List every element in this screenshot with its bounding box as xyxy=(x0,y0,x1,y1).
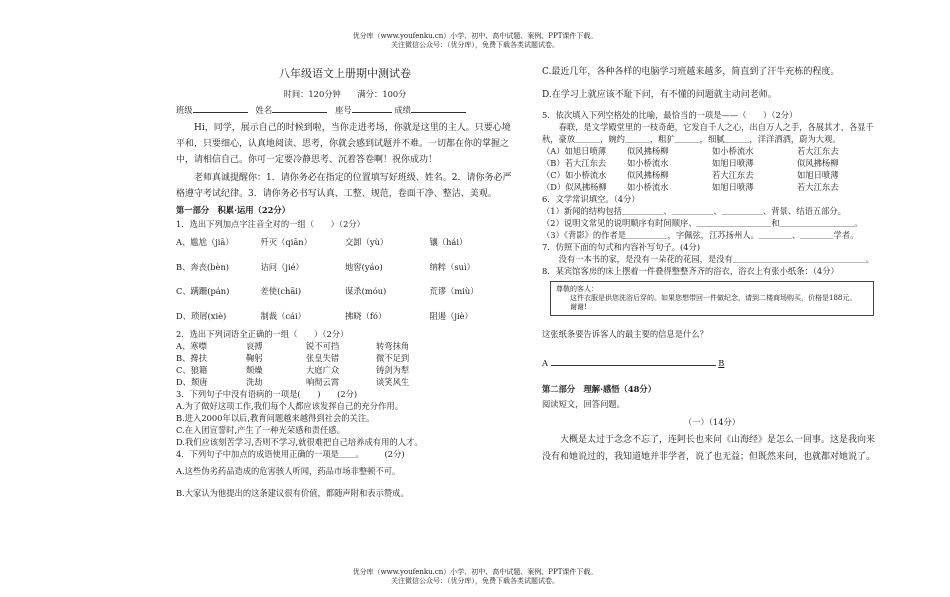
q2-b-1: B、搀扶 xyxy=(176,353,207,363)
q5-d-4: 若大江东去 xyxy=(797,182,839,192)
field-score-blank[interactable] xyxy=(411,103,466,113)
q5-c-1: （C）如小桥流水 xyxy=(542,170,607,180)
q1-row xyxy=(176,279,514,304)
q5-row xyxy=(542,169,882,181)
q2-c-1: C、狼籍 xyxy=(176,365,208,375)
field-seat: 座号 xyxy=(335,105,352,115)
q2-row xyxy=(176,364,514,376)
q1-a-3: 交卸（yù） xyxy=(345,237,389,247)
q2-a-1: A、寒噤 xyxy=(176,341,207,351)
q5-d-1: （D）似风拂杨柳 xyxy=(542,182,607,192)
q5-row xyxy=(542,181,882,193)
student-fields xyxy=(176,103,514,116)
question-7: 7．仿照下面的句式和内容补写句子。(4分) xyxy=(542,242,701,252)
q1-d-1: D、琐屑(xiè) xyxy=(176,310,227,321)
q1-a-4: 镶（hái） xyxy=(429,237,468,247)
question-5: 5．依次填入下列空格处的比喻，最恰当的一项是——（ ）（2分） xyxy=(542,110,798,120)
q3-option-b: B.进入2000年以后,教育问题越来越得到社会的关注。 xyxy=(176,413,375,423)
q5-b-3: 如旭日喷薄 xyxy=(712,158,754,168)
q1-b-1: B、奔丧(bèn) xyxy=(176,261,230,272)
q6-line-1: （1）新闻的结构包括＿＿＿＿＿、＿＿＿＿＿、＿＿＿＿＿、背景、结语五部分。 xyxy=(542,206,846,216)
q5-a-2: 似风拂杨柳 xyxy=(627,146,669,156)
field-score: 成绩 xyxy=(394,105,411,115)
q1-row xyxy=(176,304,514,329)
header-line-1: 优分库（www.youfenku.cn）小学、初中、高中试题、案例、PPT课件下载。 xyxy=(352,32,598,40)
q2-d-1: D、颓唐 xyxy=(176,377,208,387)
q5-a-4: 若大江东去 xyxy=(797,146,839,156)
field-class-blank[interactable] xyxy=(193,103,248,113)
question-6: 6．文学常识填空。（4分） xyxy=(542,194,640,204)
q2-row xyxy=(176,340,514,352)
q5-c-3: 若大江东去 xyxy=(712,170,754,180)
q2-a-4: 转弯抹角 xyxy=(376,341,410,351)
question-4: 4．下列句子中加点的成语使用正确的一项是＿＿。 (2分) xyxy=(176,449,405,459)
q2-c-2: 颓燥 xyxy=(246,365,263,375)
question-1: 1．选出下列加点字注音全对的一组（ ）（2分） xyxy=(176,219,365,229)
q5-a-1: （A）如旭日喷薄 xyxy=(542,146,607,156)
q5-row xyxy=(542,157,882,169)
q5-d-2: 如小桥流水 xyxy=(627,182,669,192)
q1-d-3: 拂晓（fó） xyxy=(345,310,387,321)
q4-option-a: A.这些伪劣药品造成的危害骇人听闻，药品市场非整顿不可。 xyxy=(176,466,401,476)
q6-line-3: （3）《背影》的作者是＿＿＿＿＿，字佩弦，江苏扬州人。＿＿＿＿、＿＿＿＿学者。 xyxy=(542,230,859,240)
q1-a-1: A、尴尬（jiā） xyxy=(176,237,234,247)
part2-heading: 第二部分 理解·感悟（48分） xyxy=(542,384,656,394)
q8-answer-b-label: B xyxy=(718,358,725,368)
q8-answer-a-label: A xyxy=(542,358,548,368)
section-1-heading: （一）（14分） xyxy=(683,417,741,427)
time-score: 时间：120分钟 满分：100分 xyxy=(283,89,407,99)
q3-option-c: C.在入团宣誓时,产生了一种光荣感和责任感。 xyxy=(176,425,345,435)
q5-options xyxy=(542,145,882,193)
q8-answer-line xyxy=(542,356,882,369)
q3-option-a: A.为了做好这项工作,我们每个人都应该发挥自己的充分作用。 xyxy=(176,401,403,411)
q2-a-3: 锐不可挡 xyxy=(306,341,340,351)
q3-option-d: D.我们应该刻苦学习,否则不学习,就很难把自己培养成有用的人才。 xyxy=(176,437,423,447)
q5-d-3: 如旭日喷薄 xyxy=(712,182,754,192)
q1-row xyxy=(176,255,514,280)
q1-options xyxy=(176,230,514,328)
q1-c-3: 谋杀(móu) xyxy=(345,286,387,296)
part1-heading: 第一部分 积累·运用（22分） xyxy=(176,205,290,215)
q8-answer-blank[interactable] xyxy=(551,356,716,366)
footer-line-1: 优分库（www.youfenku.cn）小学、初中、高中试题、案例、PPT课件下载。 xyxy=(352,568,598,576)
field-class: 班级 xyxy=(176,105,193,115)
q1-b-2: 诘问（jié） xyxy=(260,261,304,272)
q7-sentence: 没有一本书的家，是没有一朵花的花园，是没有＿＿＿＿＿＿＿＿＿＿＿＿＿＿＿＿。 xyxy=(558,254,874,264)
q5-c-4: 如旭日喷薄 xyxy=(797,170,839,180)
note-greeting: 尊敬的客人： xyxy=(556,285,598,293)
q1-b-3: 地窖(yáo) xyxy=(345,261,383,272)
q5-b-1: （B）若大江东去 xyxy=(542,158,607,168)
q1-c-1: C、蹒跚(pán) xyxy=(176,286,230,296)
note-thanks: 谢谢! xyxy=(570,303,587,311)
question-3: 3．下列句子中没有语病的一项是( ) (2分) xyxy=(176,389,358,399)
hotel-note xyxy=(550,281,874,316)
q1-a-2: 歼灭（qiān） xyxy=(260,237,312,247)
q2-d-3: 响彻云霄 xyxy=(306,377,340,387)
q4-option-c: C.最近几年，各种各样的电脑学习班越来越多，简直到了汗牛充栋的程度。 xyxy=(542,67,840,77)
q2-d-4: 谈笑风生 xyxy=(376,377,410,387)
note-body: 这件衣服是供您洗浴后穿的。如果您想带回一件做纪念，请到二楼商场购买，价格是188元。 xyxy=(570,294,857,302)
right-column xyxy=(542,64,882,466)
q1-c-4: 荒谬（miù） xyxy=(429,286,479,296)
q5-a-3: 如小桥流水 xyxy=(712,146,754,156)
intro-paragraph-1: Hi，同学，展示自己的时候到啦，当你走进考场，你就是这里的主人。只要心境平和，只要细心，认真地阅读、思考，你就会感到试题并不难。一切都在你的掌握之中，请相信自己。你可一定要冷静思考、沉着答卷啊！祝你成功！ xyxy=(176,123,511,165)
q2-c-4: 铸剑为犁 xyxy=(376,365,410,375)
q1-d-4: 阻遏（jiè） xyxy=(429,310,473,321)
q2-options xyxy=(176,340,514,388)
q1-row xyxy=(176,230,514,255)
page-header xyxy=(0,32,950,50)
q2-b-3: 张皇失错 xyxy=(306,353,340,363)
footer-line-2: 关注微信公众号：（优分库），免费下载各类试题试卷。 xyxy=(391,577,559,585)
field-seat-blank[interactable] xyxy=(352,103,392,113)
field-name-blank[interactable] xyxy=(272,103,327,113)
q6-line-2: （2）说明文常见的说明顺序有时间顺序、＿＿＿＿＿＿＿＿＿和＿＿＿＿＿＿＿＿＿。 xyxy=(542,218,863,228)
q5-b-2: 如小桥流水 xyxy=(627,158,669,168)
q4-option-b: B.大家认为他提出的这条建议很有价值，都随声附和表示赞成。 xyxy=(176,488,409,498)
q1-c-2: 差使(chāi) xyxy=(260,286,302,296)
q2-row xyxy=(176,376,514,388)
question-2: 2．选出下列词语全正确的一组（ ）（2分） xyxy=(176,329,349,339)
q2-d-2: 洗劫 xyxy=(246,377,263,387)
q8-question: 这张纸条要告诉客人的最主要的信息是什么？ xyxy=(542,329,708,339)
q2-b-4: 微不足到 xyxy=(376,353,410,363)
page-footer xyxy=(0,568,950,586)
q5-c-2: 似风拂杨柳 xyxy=(627,170,669,180)
intro-paragraph-2: 老师真诚提醒你：1．请你务必在指定的位置填写好班级、姓名。2．请你务必严格遵守考试纪律。3．请你务必书写认真、工整、规范，卷面干净、整洁、美观。 xyxy=(176,173,512,199)
left-column xyxy=(176,64,514,499)
question-8: 8．某宾馆客房的床上摆着一件叠得整整齐齐的浴衣，浴衣上有张小纸条：（4分） xyxy=(542,266,839,276)
q2-b-2: 鞠躬 xyxy=(246,353,263,363)
q2-c-3: 大庭广众 xyxy=(306,365,340,375)
reading-passage: 大概是太过于念念不忘了，连阿长也来问《山海经》是怎么一回事。这是我向来没有和她说过的，我知道她并非学者，说了也无益；但既然来问，也就都对她说了。 xyxy=(542,435,876,462)
field-name: 姓名 xyxy=(255,105,273,115)
q5-passage: 春联，是文学殿堂里的一枝奇葩，它发自千人之心，出自万人之手，各展其才，各显千秋，豪放＿＿＿，婉约＿＿＿，粗犷＿＿＿，细腻＿＿＿，洋洋洒洒，蔚为大观。 xyxy=(542,122,874,144)
q1-b-4: 纳粹（suì） xyxy=(429,261,475,272)
q2-row xyxy=(176,352,514,364)
header-line-2: 关注微信公众号：（优分库），免费下载各类试题试卷。 xyxy=(391,41,559,49)
q4-option-d: D.在学习上就应该不耻下问，有不懂的问题就主动问老师。 xyxy=(542,90,777,100)
q5-row xyxy=(542,145,882,157)
q2-a-2: 哀搏 xyxy=(246,341,263,351)
part2-instruction: 阅读短文，回答问题。 xyxy=(542,399,625,409)
q1-d-2: 制裁（cái） xyxy=(260,310,306,321)
exam-title: 八年级语文上册期中测试卷 xyxy=(279,67,411,80)
q5-b-4: 似风拂杨柳 xyxy=(797,158,839,168)
